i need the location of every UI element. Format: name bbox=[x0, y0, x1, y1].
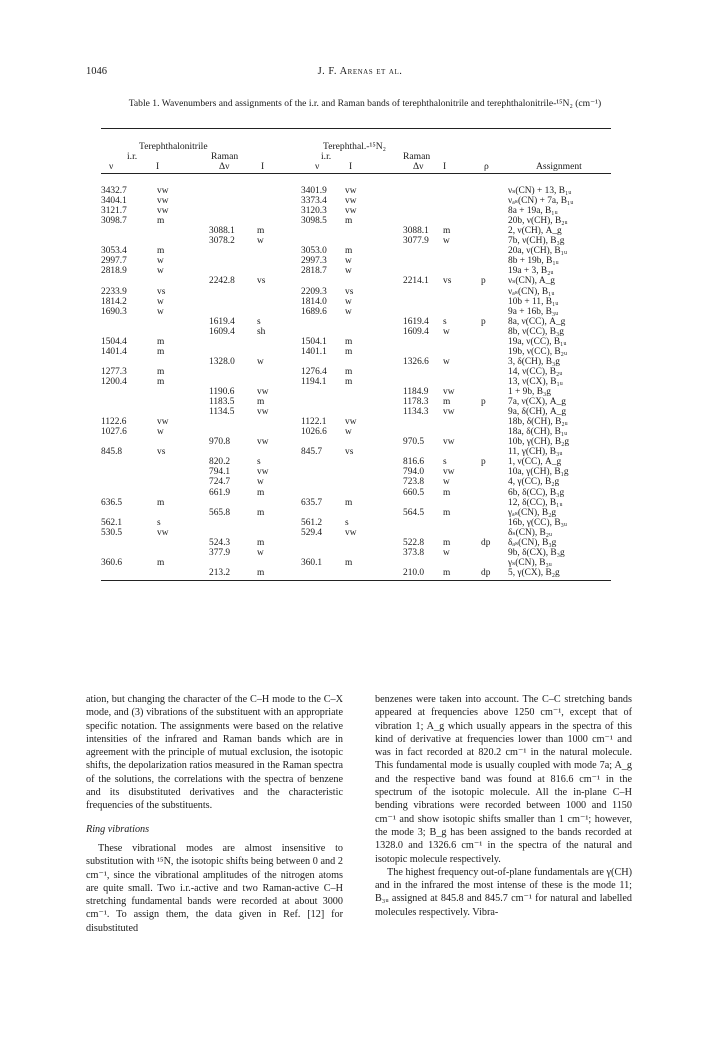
table-cell: m bbox=[257, 537, 265, 548]
table-cell: 2997.7 bbox=[101, 256, 127, 267]
table-cell: dp bbox=[481, 537, 491, 548]
table-cell: vs bbox=[345, 447, 354, 458]
table-cell: vw bbox=[443, 437, 455, 448]
table-cell: w bbox=[257, 547, 264, 558]
table-cell: m bbox=[345, 366, 353, 377]
table-cell: 5, γ(CX), B₂g bbox=[508, 567, 560, 578]
table-cell: vs bbox=[157, 286, 166, 297]
table-cell: 564.5 bbox=[403, 507, 425, 518]
table-cell: 7b, ν(CH), B₃g bbox=[508, 236, 565, 247]
table-cell: 10b, γ(CH), B₂g bbox=[508, 437, 570, 448]
table-cell: νₐₛ(CN) + 7a, B₁ᵤ bbox=[508, 196, 574, 207]
table-cell: s bbox=[257, 316, 261, 327]
table-cell: 3088.1 bbox=[403, 226, 429, 237]
table-cell: γₐₛ(CN), B₂g bbox=[508, 507, 557, 518]
table-cell: 1504.1 bbox=[301, 336, 327, 347]
table-cell: vw bbox=[443, 467, 455, 478]
table-cell: w bbox=[157, 296, 164, 307]
running-head-authors: J. F. Arenas et al. bbox=[317, 66, 403, 77]
section-heading: Ring vibrations bbox=[86, 823, 150, 835]
table-cell: w bbox=[257, 477, 264, 488]
table-cell: m bbox=[257, 226, 265, 237]
table-cell: 636.5 bbox=[101, 497, 123, 508]
table-cell: 9b, δ(CX), B₃g bbox=[508, 547, 565, 558]
table-cell: vw bbox=[443, 407, 455, 418]
table-column-header: Δν bbox=[219, 161, 230, 172]
table-cell: w bbox=[345, 256, 352, 267]
table-cell: vw bbox=[443, 387, 455, 397]
table-cell: w bbox=[443, 236, 450, 247]
table-cell: w bbox=[345, 306, 352, 317]
table-cell: 2242.8 bbox=[209, 276, 235, 287]
table-cell: 635.7 bbox=[301, 497, 323, 508]
table-cell: 373.8 bbox=[403, 547, 425, 558]
table-cell: 9a, δ(CH), A_g bbox=[508, 407, 567, 418]
table-cell: 970.5 bbox=[403, 437, 425, 448]
table-cell: 3432.7 bbox=[101, 186, 127, 196]
table-cell: 1027.6 bbox=[101, 427, 127, 438]
left-paragraph-2: These vibrational modes are almost insensitive to substitution with ¹⁵N, the isotopic shifts being between 0 and 2 cm⁻¹, since the vibrational amplitudes of the nitrogen atoms are quite small. Two i.r.-active and two Raman-active C–H stretching fundamental bands were recorded at about 3000 cm⁻¹. To assign them, the data given in Ref. [12] for disubstituted bbox=[86, 842, 343, 934]
table-column-header: I bbox=[156, 161, 160, 172]
table-cell: s bbox=[443, 457, 447, 468]
table-cell: 8a + 19a, B₁ᵤ bbox=[508, 206, 558, 217]
table-cell: vw bbox=[345, 527, 357, 538]
body-left-column bbox=[86, 693, 343, 935]
table-cell: vw bbox=[345, 196, 357, 207]
table-cell: 13, ν(CX), B₁ᵤ bbox=[508, 376, 563, 387]
table-cell: vw bbox=[345, 186, 357, 196]
table-cell: vw bbox=[157, 206, 169, 217]
table-cell: vs bbox=[257, 276, 266, 287]
table-cell: s bbox=[157, 517, 161, 528]
table-cell: m bbox=[157, 376, 165, 387]
table-group-natural: Terephthalonitrile bbox=[139, 141, 208, 152]
table-cell: 360.6 bbox=[101, 557, 123, 568]
table-cell: νₐₛ(CN), B₁ᵤ bbox=[508, 286, 555, 297]
table-sub-ir-labelled: i.r. bbox=[321, 151, 332, 162]
table-cell: 360.1 bbox=[301, 557, 323, 568]
table-cell: 12, δ(CC), B₁ᵤ bbox=[508, 497, 563, 508]
table-cell: 2209.3 bbox=[301, 286, 327, 297]
table-cell: m bbox=[157, 246, 165, 257]
table-column-header: I bbox=[443, 161, 447, 172]
table-cell: p bbox=[481, 316, 486, 327]
table-cell: 1, ν(CC), A_g bbox=[508, 457, 562, 468]
table-cell: 2818.9 bbox=[101, 266, 127, 277]
table-cell: m bbox=[443, 537, 451, 548]
table-cell: 3077.9 bbox=[403, 236, 429, 247]
table-cell: 19a + 3, B₂ᵤ bbox=[508, 266, 554, 277]
body-right-column bbox=[375, 693, 632, 919]
table-cell: m bbox=[345, 557, 353, 568]
table-cell: p bbox=[481, 397, 486, 408]
table-cell: 1194.1 bbox=[301, 376, 327, 387]
table-column-header: ρ bbox=[484, 161, 489, 172]
table-cell: 1 + 9b, B₃g bbox=[508, 387, 551, 397]
table-cell: 1689.6 bbox=[301, 306, 327, 317]
table-cell: 1276.4 bbox=[301, 366, 327, 377]
table-cell: 10a, γ(CH), B₁g bbox=[508, 467, 569, 478]
table-cell: m bbox=[257, 397, 265, 408]
table-cell: 11, γ(CH), B₃ᵤ bbox=[508, 447, 563, 458]
table-cell: 2214.1 bbox=[403, 276, 429, 287]
table-cell: 1122.6 bbox=[101, 417, 127, 428]
table-column-header: Assignment bbox=[536, 161, 582, 172]
table-cell: m bbox=[443, 226, 451, 237]
table-cell: vw bbox=[257, 407, 269, 418]
table-cell: 3120.3 bbox=[301, 206, 327, 217]
table-cell: 970.8 bbox=[209, 437, 231, 448]
table-cell: 19a, ν(CC), B₁ᵤ bbox=[508, 336, 567, 347]
table-cell: w bbox=[443, 477, 450, 488]
table-cell: p bbox=[481, 457, 486, 468]
table-cell: m bbox=[157, 366, 165, 377]
table-cell: 1200.4 bbox=[101, 376, 127, 387]
table-cell: 8a, ν(CC), A_g bbox=[508, 316, 566, 327]
table-cell: γₛ(CN), B₃ᵤ bbox=[508, 557, 552, 568]
table-cell: m bbox=[443, 507, 451, 518]
table-cell: w bbox=[257, 356, 264, 367]
table-cell: νₛ(CN), A_g bbox=[508, 276, 555, 287]
table-cell: vs bbox=[157, 447, 166, 458]
table-cell: 4, γ(CC), B₂g bbox=[508, 477, 560, 488]
table-cell: 3121.7 bbox=[101, 206, 127, 217]
table-cell: m bbox=[157, 557, 165, 568]
table-cell: 1690.3 bbox=[101, 306, 127, 317]
table-cell: 10b + 11, B₁ᵤ bbox=[508, 296, 559, 307]
table-cell: 1504.4 bbox=[101, 336, 127, 347]
table-cell: m bbox=[345, 376, 353, 387]
table-cell: 561.2 bbox=[301, 517, 323, 528]
table-cell: 724.7 bbox=[209, 477, 231, 488]
table-cell: 1609.4 bbox=[209, 326, 235, 337]
table-cell: w bbox=[157, 266, 164, 277]
table-cell: m bbox=[443, 487, 451, 498]
table-cell: 3078.2 bbox=[209, 236, 235, 247]
table-cell: 3053.0 bbox=[301, 246, 327, 257]
table-cell: 1401.4 bbox=[101, 346, 127, 357]
table-cell: m bbox=[345, 246, 353, 257]
table-cell: 3401.9 bbox=[301, 186, 327, 196]
table-cell: vw bbox=[157, 186, 169, 196]
table-cell: vs bbox=[443, 276, 452, 287]
table-cell: 1184.9 bbox=[403, 387, 429, 397]
table-cell: 3404.1 bbox=[101, 196, 127, 207]
table-cell: 1326.6 bbox=[403, 356, 429, 367]
table-cell: 1190.6 bbox=[209, 387, 235, 397]
table-cell: m bbox=[345, 216, 353, 227]
table-cell: vw bbox=[345, 206, 357, 217]
table-cell: 524.3 bbox=[209, 537, 231, 548]
table-cell: 565.8 bbox=[209, 507, 231, 518]
table-cell: w bbox=[443, 547, 450, 558]
table-cell: w bbox=[157, 256, 164, 267]
table-cell: 377.9 bbox=[209, 547, 231, 558]
table-sub-ir-natural: i.r. bbox=[127, 151, 138, 162]
table-cell: 1814.0 bbox=[301, 296, 327, 307]
table-cell: vw bbox=[157, 527, 169, 538]
table-cell: 1328.0 bbox=[209, 356, 235, 367]
table-cell: 660.5 bbox=[403, 487, 425, 498]
table-cell: 794.0 bbox=[403, 467, 425, 478]
right-paragraph-1: benzenes were taken into account. The C–C stretching bands appeared at frequencies above 1250 cm⁻¹, except that of vibration 1; A_g which usually appears in the spectra of this kind of derivative at frequencies lower than 1000 cm⁻¹ and was in fact recorded at 820.2 cm⁻¹ in the natural molecule. This fundamental mode is usually coupled with mode 7a; A_g and the respective band was found at 816.6 cm⁻¹ in the spectrum of the isotopic molecule. All the in-plane C–H bending vibrations were recorded between 1000 and 1150 cm⁻¹ and show isotopic shifts smaller than 1 cm⁻¹; however, the mode 3; B_g has been assigned to the bands recorded at 1328.0 and 1326.6 cm⁻¹ in the spectra of the natural and isotopic molecule respectively. bbox=[375, 694, 632, 865]
table-cell: m bbox=[257, 507, 265, 518]
table-column-header: I bbox=[261, 161, 265, 172]
table-column-header: I bbox=[349, 161, 353, 172]
table-cell: w bbox=[157, 306, 164, 317]
table-cell: 19b, ν(CC), B₂ᵤ bbox=[508, 346, 568, 357]
table-cell: m bbox=[157, 216, 165, 227]
table-cell: 529.4 bbox=[301, 527, 323, 538]
table-cell: 2997.3 bbox=[301, 256, 327, 267]
table-cell: vw bbox=[345, 417, 357, 428]
table-cell: m bbox=[157, 497, 165, 508]
table-cell: 7a, ν(CX), A_g bbox=[508, 397, 566, 408]
table-group-labelled: Terephthal.-¹⁵N₂ bbox=[323, 141, 386, 152]
table-cell: vw bbox=[257, 387, 269, 397]
table-cell: 16b, γ(CC), B₃ᵤ bbox=[508, 517, 567, 528]
table-cell: 845.7 bbox=[301, 447, 323, 458]
table-cell: 3088.1 bbox=[209, 226, 235, 237]
table-cell: 3, δ(CH), B₃g bbox=[508, 356, 560, 367]
table-cell: m bbox=[345, 346, 353, 357]
table-cell: 8b, ν(CC), B₃g bbox=[508, 326, 564, 337]
table-column-header: Δν bbox=[413, 161, 424, 172]
table-cell: 20b, ν(CH), B₂ᵤ bbox=[508, 216, 568, 227]
table-cell: 1609.4 bbox=[403, 326, 429, 337]
table-cell: 9a + 16b, B₃ᵤ bbox=[508, 306, 559, 317]
table-cell: vs bbox=[345, 286, 354, 297]
table-cell: 1026.6 bbox=[301, 427, 327, 438]
table-cell: 1134.5 bbox=[209, 407, 235, 418]
table-cell: 1178.3 bbox=[403, 397, 429, 408]
table-cell: vw bbox=[257, 437, 269, 448]
table-sub-raman-natural: Raman bbox=[211, 151, 239, 162]
table-cell: 723.8 bbox=[403, 477, 425, 488]
table-cell: 1277.3 bbox=[101, 366, 127, 377]
table-cell: 816.6 bbox=[403, 457, 425, 468]
right-paragraph-2: The highest frequency out-of-plane fundamentals are γ(CH) and in the infrared the most intense of these is the mode 11; B₃ᵤ assigned at 845.8 and 845.7 cm⁻¹ for natural and labelled molecules respectively. Vibra- bbox=[375, 866, 632, 918]
table-cell: 794.1 bbox=[209, 467, 231, 478]
table-cell: 562.1 bbox=[101, 517, 123, 528]
table-cell: 1619.4 bbox=[209, 316, 235, 327]
table-cell: δₐₛ(CN), B₃g bbox=[508, 537, 557, 548]
left-paragraph-1: ation, but changing the character of the C–H mode to the C–X mode, and (3) vibrations of the substituent with an appropriate specific notation. The assignments were based on the relative intensities of the infrared and Raman bands which are in agreement with the principle of mutual exclusion, the isotopic shifts, the depolarization ratios measured in the Raman spectra of the solutions, the correlations with the spectra of benzene and its disubstituted derivatives and the characteristic frequencies of the substituents. bbox=[86, 694, 343, 812]
table-cell: m bbox=[443, 567, 451, 578]
table-cell: 530.5 bbox=[101, 527, 123, 538]
table-cell: 210.0 bbox=[403, 567, 425, 578]
table-cell: vw bbox=[157, 196, 169, 207]
table-cell: 14, ν(CC), B₂ᵤ bbox=[508, 366, 563, 377]
table-cell: w bbox=[345, 296, 352, 307]
table-cell: 820.2 bbox=[209, 457, 231, 468]
table-cell: sh bbox=[257, 326, 266, 337]
table-cell: m bbox=[257, 567, 265, 578]
table-cell: 1619.4 bbox=[403, 316, 429, 327]
table-cell: 3098.7 bbox=[101, 216, 127, 227]
table-cell: p bbox=[481, 276, 486, 287]
table-cell: 2233.9 bbox=[101, 286, 127, 297]
table-cell: m bbox=[157, 336, 165, 347]
table-cell: 1401.1 bbox=[301, 346, 327, 357]
table-cell: 18b, δ(CH), B₂ᵤ bbox=[508, 417, 568, 428]
table-cell: w bbox=[157, 427, 164, 438]
table-caption: Table 1. Wavenumbers and assignments of the i.r. and Raman bands of terephthalonitrile and terephthalonitrile-¹⁵N₂ (cm⁻¹) bbox=[128, 98, 602, 109]
table-cell: 18a, δ(CH), B₁ᵤ bbox=[508, 427, 568, 438]
table-cell: s bbox=[345, 517, 349, 528]
table-cell: 8b + 19b, B₁ᵤ bbox=[508, 256, 559, 267]
table-cell: w bbox=[345, 266, 352, 277]
table-cell: 1814.2 bbox=[101, 296, 127, 307]
table-cell: m bbox=[257, 487, 265, 498]
table-cell: vw bbox=[157, 417, 169, 428]
page-number: 1046 bbox=[86, 66, 107, 77]
table-cell: 6b, δ(CC), B₃g bbox=[508, 487, 565, 498]
table-cell: s bbox=[443, 316, 447, 327]
table-column-header: ν bbox=[315, 161, 320, 172]
table-sub-raman-labelled: Raman bbox=[403, 151, 431, 162]
table-cell: 1183.5 bbox=[209, 397, 235, 408]
table-cell: w bbox=[257, 236, 264, 247]
table-column-header: ν bbox=[109, 161, 114, 172]
table-cell: 20a, ν(CH), B₁ᵤ bbox=[508, 246, 568, 257]
table-cell: w bbox=[443, 356, 450, 367]
table-cell: 3373.4 bbox=[301, 196, 327, 207]
table-cell: w bbox=[345, 427, 352, 438]
table-cell: 1134.3 bbox=[403, 407, 429, 418]
table-cell: s bbox=[257, 457, 261, 468]
table-cell: 1122.1 bbox=[301, 417, 327, 428]
table-cell: 2, ν(CH), A_g bbox=[508, 226, 562, 237]
table-cell: 522.8 bbox=[403, 537, 425, 548]
table-cell: 3053.4 bbox=[101, 246, 127, 257]
table-cell: dp bbox=[481, 567, 491, 578]
table-cell: νₛ(CN) + 13, B₁ᵤ bbox=[508, 186, 572, 196]
table-cell: 845.8 bbox=[101, 447, 123, 458]
table-cell: m bbox=[345, 336, 353, 347]
table-cell: 3098.5 bbox=[301, 216, 327, 227]
table-cell: w bbox=[443, 326, 450, 337]
table-cell: m bbox=[345, 497, 353, 508]
table-cell: 213.2 bbox=[209, 567, 231, 578]
table-cell: m bbox=[443, 397, 451, 408]
table-cell: 661.9 bbox=[209, 487, 231, 498]
table-cell: vw bbox=[257, 467, 269, 478]
table-cell: m bbox=[157, 346, 165, 357]
table-cell: δₛ(CN), B₂ᵤ bbox=[508, 527, 553, 538]
table-cell: 2818.7 bbox=[301, 266, 327, 277]
